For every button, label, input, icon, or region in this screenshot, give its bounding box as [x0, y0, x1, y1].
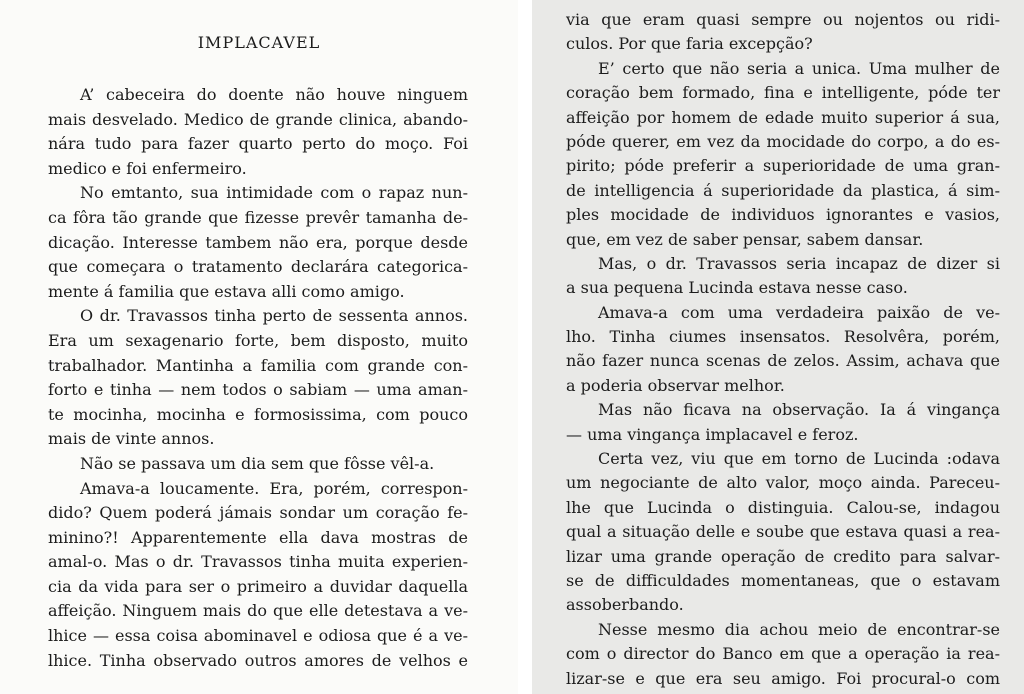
text-line: cia da vida para ser o primeiro a duvidar daquella [48, 576, 468, 596]
text-line: amal-o. Mas o dr. Travassos tinha muita experien- [48, 552, 468, 572]
text-line: lhice — essa coisa abominavel e odiosa que é a ve- [48, 626, 468, 646]
text-line: Mas, o dr. Travassos seria incapaz de dizer si [598, 253, 1000, 273]
text-line: Amava-a com uma verdadeira paixão de ve- [598, 302, 1000, 322]
text-line: mente á familia que estava alli como amigo. [48, 281, 405, 301]
text-line: com o director do Banco em que a operação ia rea- [566, 644, 1000, 664]
text-line: forto e tinha — nem todos o sabiam — uma aman- [48, 380, 468, 400]
text-line: Amava-a loucamente. Era, porém, correspon- [80, 478, 468, 498]
text-line: de intelligencia á superioridade da plastica, á sim- [566, 180, 1000, 200]
text-line: se de difficuldades momentaneas, que o estavam [566, 570, 1000, 590]
text-line: pirito; póde preferir a superioridade de uma gran- [566, 156, 1000, 176]
text-line: lizar uma grande operação de credito para salvar- [566, 546, 1000, 566]
text-line: via que eram quasi sempre ou nojentos ou ridi- [566, 10, 1000, 29]
page-gutter [518, 0, 532, 694]
text-line: O dr. Travassos tinha perto de sessenta annos. [80, 306, 468, 326]
text-line: póde querer, em vez da mocidade do corpo, a do es- [566, 131, 1000, 151]
text-line: A’ cabeceira do doente não houve ninguem [80, 85, 468, 104]
text-line: medico e foi enfermeiro. [48, 158, 247, 178]
text-line: a sua pequena Lucinda estava nesse caso. [566, 278, 908, 298]
text-line: ca fôra tão grande que fizesse prevêr tamanha de- [48, 207, 468, 227]
text-line: lhice. Tinha observado outros amores de velhos e [48, 650, 468, 670]
text-line: No emtanto, sua intimidade com o rapaz nun- [80, 183, 468, 203]
text-line: nára tudo para fazer quarto perto do moço. Foi [48, 134, 468, 154]
text-line: trabalhador. Mantinha a familia com grande con- [48, 355, 468, 375]
text-line: mais desvelado. Medico de grande clinica, abando- [48, 109, 468, 129]
text-line: mais de vinte annos. [48, 429, 215, 449]
text-line: que, em vez de saber pensar, sabem dansar. [566, 229, 924, 249]
text-line: minino?! Apparentemente ella dava mostras de [48, 527, 468, 547]
text-line: affeição por homem de edade muito superior á sua, [566, 107, 1000, 127]
text-line: dicação. Interesse tambem não era, porque desde [48, 232, 468, 252]
text-line: — uma vingança implacavel e feroz. [566, 424, 859, 444]
text-line: lizar-se e que era seu amigo. Foi procural-o com [566, 668, 1000, 688]
text-line: E’ certo que não seria a unica. Uma mulher de [598, 58, 1000, 78]
text-line: assoberbando. [566, 595, 684, 615]
left-page-text [48, 83, 468, 673]
chapter-title: IMPLACAVEL [197, 33, 321, 52]
text-line: Não se passava um dia sem que fôsse vêl-a. [80, 453, 435, 473]
text-line: Era um sexagenario forte, bem disposto, muito [48, 330, 468, 350]
text-line: culos. Por que faria excepção? [566, 34, 813, 54]
text-line: te mocinha, mocinha e formosissima, com pouco [48, 404, 468, 424]
text-line: qual a situação delle e soube que estava quasi a rea- [566, 522, 1000, 542]
text-line: não fazer nunca scenas de zelos. Assim, achava que [566, 351, 1000, 371]
text-line: a poderia observar melhor. [566, 375, 785, 395]
text-line: ples mocidade de individuos ignorantes e vasios, [566, 205, 1000, 225]
text-line: lhe que Lucinda o distinguia. Calou-se, indagou [566, 497, 1000, 517]
text-line: que começara o tratamento declarára categorica- [48, 257, 468, 277]
text-line: Nesse mesmo dia achou meio de encontrar-se [598, 619, 1000, 639]
text-line: affeição. Ninguem mais do que elle detestava a ve- [48, 601, 468, 621]
right-page-text [566, 8, 1000, 691]
text-line: Mas não ficava na observação. Ia á vingança [598, 400, 1000, 420]
right-page [532, 0, 1024, 694]
text-line: lho. Tinha ciumes insensatos. Resolvêra, porém, [566, 327, 1000, 347]
text-line: um negociante de alto valor, moço ainda. Pareceu- [566, 473, 1000, 493]
text-line: coração bem formado, fina e intelligente, póde ter [566, 83, 1000, 103]
text-line: dido? Quem poderá jámais sondar um coração fe- [48, 503, 468, 523]
text-line: Certa vez, viu que em torno de Lucinda :odava [598, 449, 1000, 469]
